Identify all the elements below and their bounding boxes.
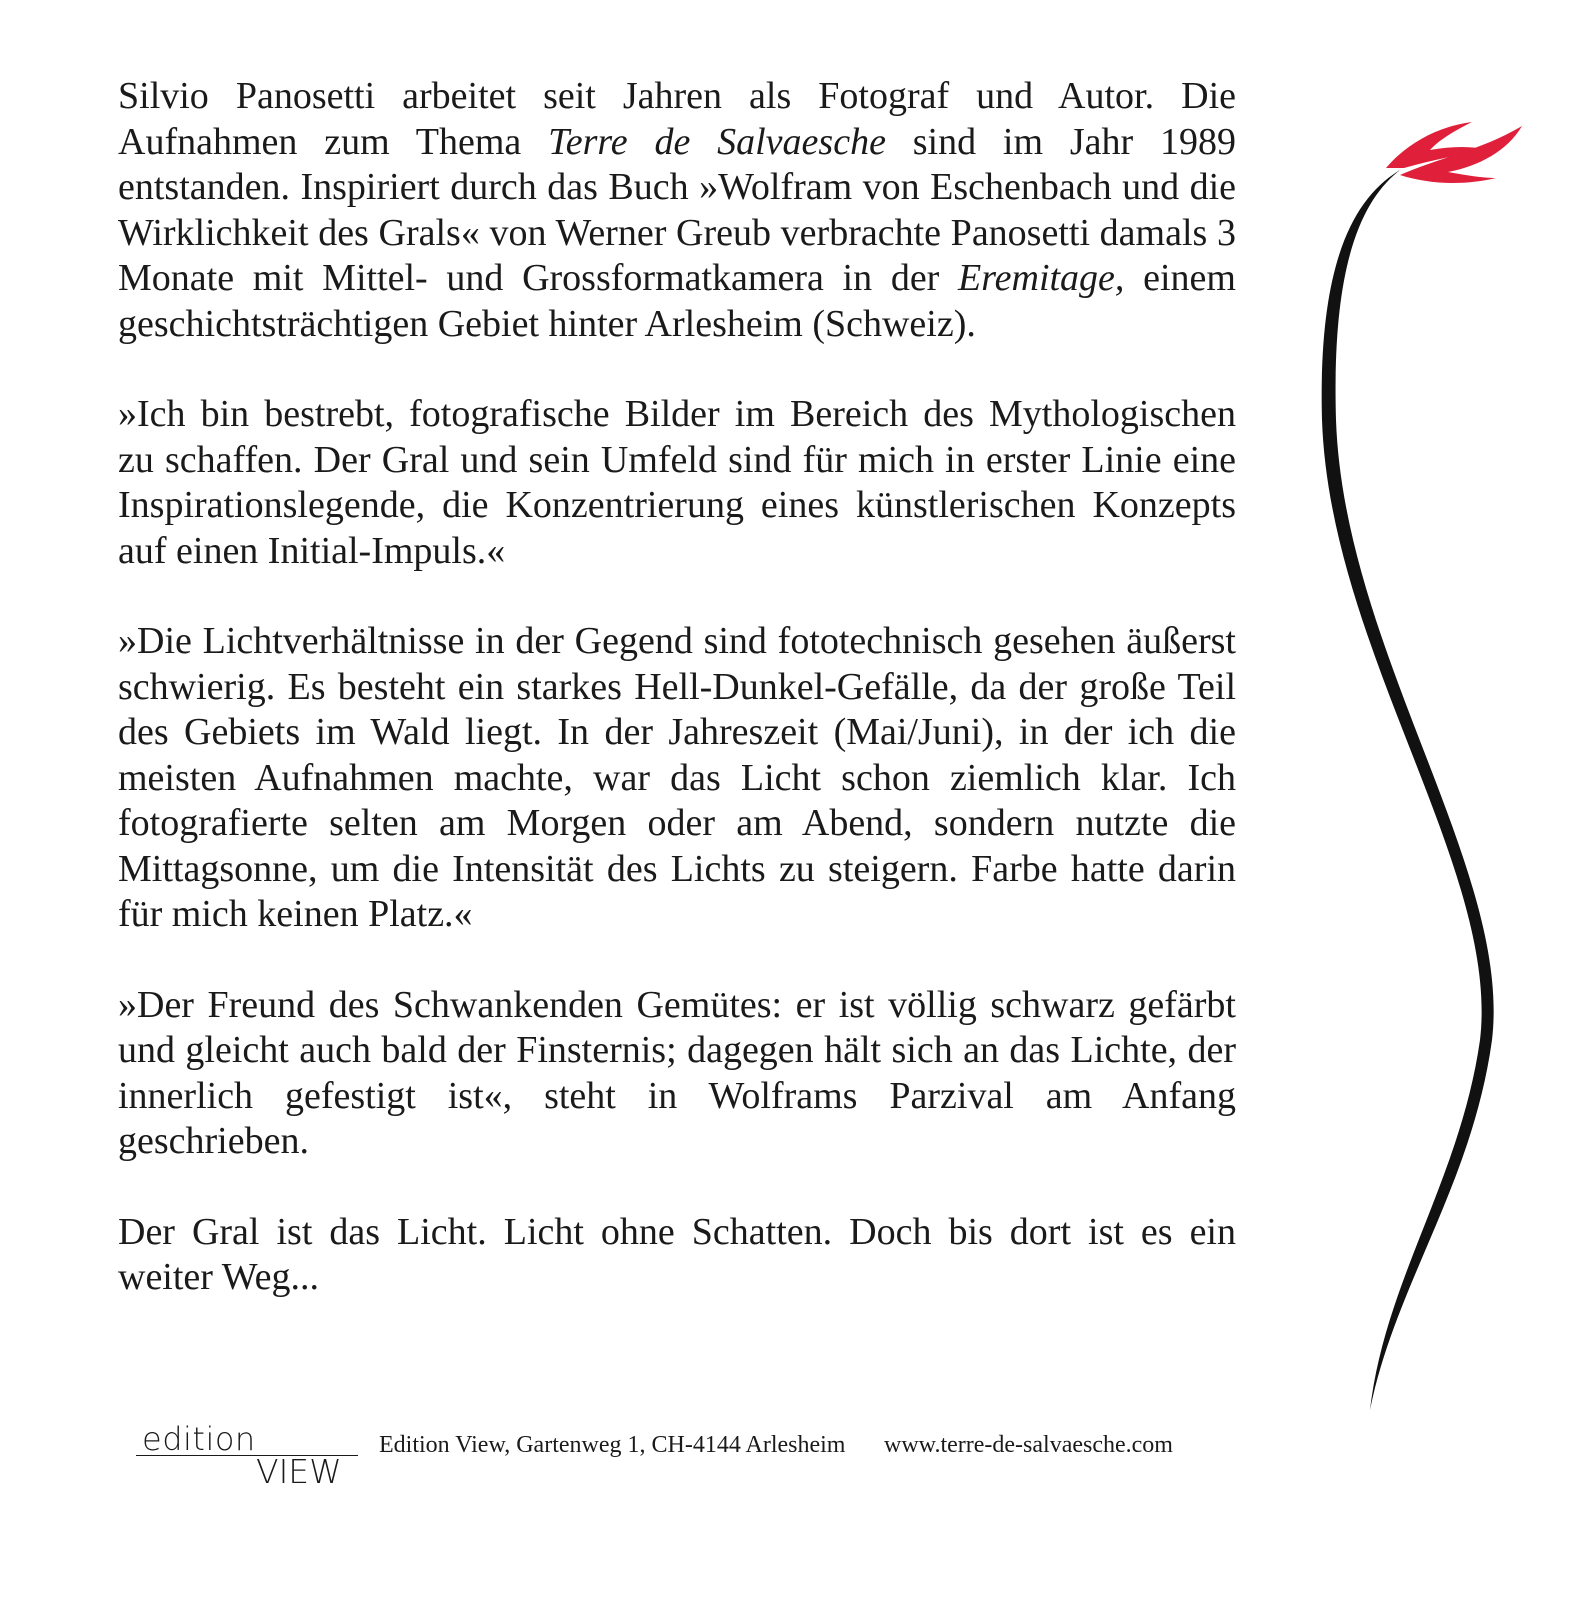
italic-place: Eremitage, (958, 257, 1125, 299)
text-span: »Der Freund des Schwankenden Gemütes: er ist völlig schwarz gefärbt und gleicht auch bald der Finsternis; dagegen hält sich an das Lichte, der innerlich gefestigt ist«, steht in Wolframs Parzival am Anfang geschrieben. (118, 983, 1236, 1162)
edition-view-logo (136, 1420, 360, 1490)
text-span: »Ich bin bestrebt, fotografische Bilder im Bereich des Mythologischen zu schaffen. Der Gral und sein Umfeld sind für mich in erster Linie eine Inspirationslegende, die Konzentrierung eines künstlerischen Konzepts auf einen Initial-Impuls.« (118, 393, 1236, 572)
flourish-stem (1322, 170, 1494, 1410)
logo-word-view: VIEW (256, 1452, 342, 1491)
text-span: Der Gral ist das Licht. Licht ohne Schatten. Doch bis dort ist es ein weiter Weg... (118, 1210, 1236, 1298)
footer (136, 1420, 1236, 1500)
text-span: einem geschichtsträchtigen Gebiet hinter Arlesheim (Schweiz). (118, 257, 1236, 345)
text-span: Silvio Panosetti arbeitet seit Jahren als Fotograf und Autor. Die Aufnahmen zum Thema (118, 75, 1236, 163)
publisher-address: Edition View, Gartenweg 1, CH-4144 Arlesheim (379, 1432, 846, 1458)
text-span: sind im Jahr 1989 entstanden. Inspiriert durch das Buch »Wolfram von Eschenbach und die Wirklichkeit des Grals« von Werner Greub verbrachte Panosetti damals 3 Monate mit Mittel- und Grossformatkamera in der (118, 120, 1236, 299)
website-link[interactable]: www.terre-de-salvaesche.com (884, 1432, 1173, 1458)
italic-title: Terre de Salvaesche (548, 120, 886, 163)
logo-word-edition: edition (142, 1420, 256, 1458)
text-span: »Die Lichtverhältnisse in der Gegend sind fototechnisch gesehen äußerst schwierig. Es besteht ein starkes Hell-Dunkel-Gefälle, da der große Teil des Gebiets im Wald liegt. In der Jahreszeit (Mai/Juni), in der ich die meisten Aufnahmen machte, war das Licht schon ziemlich klar. Ich fotografierte selten am Morgen oder am Abend, sondern nutzte die Mittagsonne, um die Intensität des Lichts zu steigern. Farbe hatte darin für mich keinen Platz.« (118, 620, 1236, 935)
